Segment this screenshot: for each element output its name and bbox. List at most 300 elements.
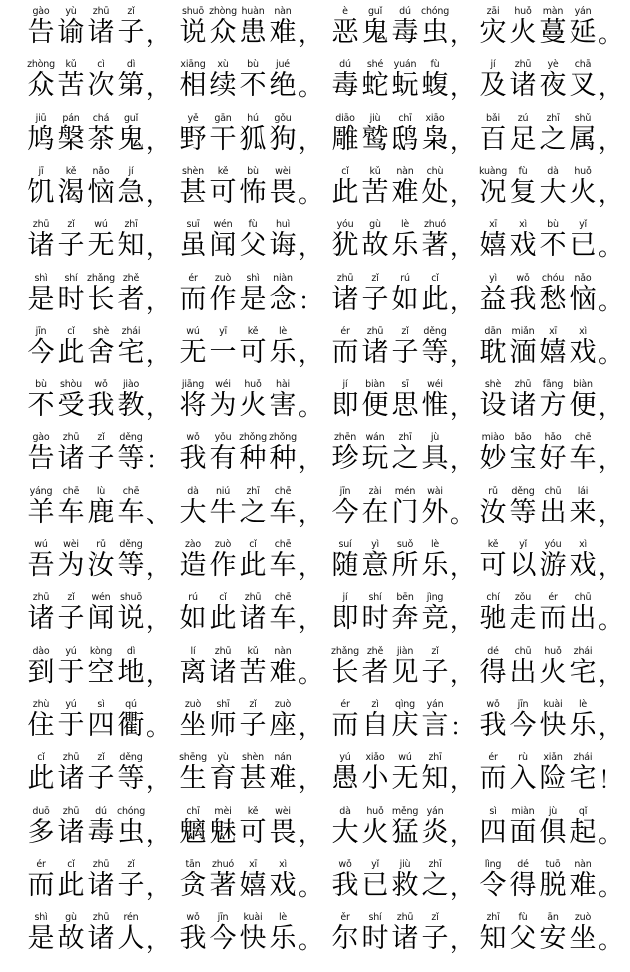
pinyin-annotation: miǎn	[511, 325, 535, 337]
hanzi-character: 大	[179, 496, 207, 528]
pinyin-annotation: chī	[398, 112, 412, 124]
verse-line	[26, 752, 622, 802]
pinyin-annotation: zhēn	[333, 432, 357, 444]
pinyin-annotation: lí	[190, 645, 196, 657]
pinyin-annotation: zhū	[514, 59, 532, 71]
pinyin-annotation: bù	[247, 59, 259, 71]
verse-phrase	[330, 59, 478, 109]
pinyin-annotation: jù	[548, 805, 558, 817]
hanzi-character: 汝	[479, 496, 507, 528]
hanzi-character: 住	[27, 709, 55, 741]
hanzi-character: 诸	[209, 656, 237, 688]
hanzi-character: 诸	[87, 17, 115, 48]
verse-phrase	[330, 379, 478, 429]
hanzi-character: 车	[569, 443, 597, 475]
pinyin-annotation: shí	[368, 912, 382, 924]
pinyin-annotation: jù	[430, 432, 440, 444]
hanzi-character: 诸	[57, 763, 85, 795]
pinyin-annotation: yán	[426, 698, 444, 710]
hanzi-character: 宝	[509, 443, 537, 475]
hanzi-character: 自	[361, 709, 389, 741]
character-cell	[420, 113, 450, 163]
verse-phrase	[478, 379, 626, 429]
pinyin-annotation: bǎi	[486, 112, 500, 124]
hanzi-character: 蚖	[391, 70, 419, 102]
character-cell	[268, 219, 298, 269]
hanzi-character: 此	[209, 603, 237, 635]
punctuation-mark: 。	[298, 73, 322, 102]
hanzi-character: 干	[209, 123, 237, 155]
pinyin-annotation: chí	[486, 592, 500, 604]
hanzi-character: 火	[569, 176, 597, 208]
hanzi-character: 续	[209, 70, 237, 102]
pinyin-annotation: zhǎng	[87, 272, 115, 284]
hanzi-character: 如	[391, 283, 419, 315]
hanzi-character: 不	[239, 70, 267, 102]
pinyin-annotation: yì	[371, 539, 379, 550]
punctuation-mark: 。	[298, 872, 322, 901]
pinyin-annotation: suī	[186, 219, 200, 231]
punctuation-mark: ，	[146, 126, 170, 155]
hanzi-character: 乐	[269, 923, 297, 955]
pinyin-annotation: guǐ	[367, 6, 383, 17]
pinyin-annotation: cǐ	[67, 858, 75, 870]
punctuation-mark: 。	[598, 926, 622, 955]
pinyin-annotation: zú	[517, 112, 529, 124]
pinyin-annotation: lái	[577, 485, 589, 497]
punctuation-mark: ，	[598, 659, 622, 688]
pinyin-annotation: ér	[488, 752, 498, 764]
hanzi-character: 猛	[391, 816, 419, 848]
hanzi-character: 尔	[331, 923, 359, 955]
hanzi-character: 羊	[27, 496, 55, 528]
pinyin-annotation: zhī	[428, 752, 442, 764]
punctuation-mark: ，	[598, 73, 622, 102]
hanzi-character: 等	[117, 550, 145, 581]
pinyin-annotation: jí	[342, 379, 348, 391]
hanzi-character: 脱	[539, 869, 567, 901]
pinyin-annotation: rù	[518, 752, 528, 764]
hanzi-character: 作	[209, 550, 237, 581]
pinyin-annotation: jí	[128, 165, 134, 177]
character-cell	[420, 912, 450, 962]
pinyin-annotation: wǒ	[338, 858, 352, 870]
hanzi-character: 诸	[509, 390, 537, 422]
hanzi-character: 等	[117, 763, 145, 795]
pinyin-annotation: zǐ	[127, 6, 135, 17]
character-cell	[568, 592, 598, 642]
character-cell	[268, 592, 298, 642]
pinyin-annotation: shí	[64, 272, 78, 284]
pinyin-annotation: zhū	[244, 592, 262, 604]
punctuation-mark: ，	[450, 446, 474, 475]
punctuation-mark: ，	[146, 659, 170, 688]
hanzi-character: 在	[361, 496, 389, 528]
hanzi-character: 蔓	[539, 17, 567, 48]
character-cell	[420, 219, 450, 269]
hanzi-character: 炎	[421, 816, 449, 848]
pinyin-annotation: huǒ	[574, 165, 592, 177]
hanzi-character: 此	[239, 550, 267, 581]
pinyin-annotation: zāi	[486, 6, 500, 17]
hanzi-character: 乐	[269, 336, 297, 368]
hanzi-character: 座	[269, 709, 297, 741]
pinyin-annotation: pán	[62, 112, 80, 124]
hanzi-character: 诸	[87, 869, 115, 901]
pinyin-annotation: chī	[186, 805, 200, 817]
pinyin-annotation: zhuó	[211, 858, 235, 870]
pinyin-annotation: zuò	[214, 272, 232, 284]
pinyin-annotation: dú	[95, 805, 107, 817]
pinyin-annotation: mén	[394, 485, 416, 497]
hanzi-character: 到	[27, 656, 55, 688]
verse-phrase	[26, 113, 174, 163]
hanzi-character: 惟	[421, 390, 449, 422]
punctuation-mark: ，	[298, 339, 322, 368]
hanzi-character: 长	[87, 283, 115, 315]
pinyin-annotation: cǐ	[219, 592, 227, 604]
pinyin-annotation: wú	[94, 219, 108, 231]
pinyin-annotation: zhái	[573, 752, 593, 764]
character-cell	[268, 859, 298, 909]
pinyin-annotation: yú	[339, 752, 351, 764]
pinyin-annotation: huì	[275, 219, 291, 231]
verse-phrase	[330, 219, 478, 269]
pinyin-annotation: jiāng	[181, 379, 205, 391]
verse-line	[26, 805, 622, 856]
character-cell	[568, 166, 598, 216]
pinyin-annotation: zhù	[32, 698, 50, 710]
character-cell	[568, 432, 598, 482]
hanzi-character: 时	[361, 603, 389, 635]
hanzi-character: 众	[27, 70, 55, 102]
hanzi-character: 育	[209, 763, 237, 795]
pinyin-annotation: cǐ	[37, 752, 45, 764]
pinyin-annotation: chē	[274, 485, 292, 497]
character-cell	[420, 326, 450, 376]
hanzi-character: 牛	[209, 496, 237, 528]
hanzi-character: 子	[239, 709, 267, 741]
character-cell	[268, 432, 298, 482]
hanzi-character: 子	[87, 443, 115, 475]
pinyin-annotation: gān	[214, 112, 232, 124]
verse-phrase	[478, 432, 626, 482]
punctuation-mark: 。	[598, 819, 622, 848]
verse-phrase	[178, 539, 326, 589]
hanzi-character: 虫	[421, 17, 449, 48]
hanzi-character: 恼	[569, 283, 597, 315]
pinyin-annotation: ér	[36, 858, 46, 870]
character-cell	[568, 59, 598, 109]
pinyin-annotation: yóu	[336, 219, 354, 231]
hanzi-character: 嬉	[479, 230, 507, 262]
pinyin-annotation: wǒ	[94, 379, 108, 391]
pinyin-annotation: dà	[187, 485, 199, 497]
punctuation-mark: ，	[298, 819, 322, 848]
hanzi-character: 便	[569, 390, 597, 422]
hanzi-character: 今	[27, 336, 55, 368]
hanzi-character: 好	[539, 443, 567, 475]
pinyin-annotation: dà	[547, 165, 559, 177]
verse-phrase	[478, 6, 626, 56]
pinyin-annotation: chóng	[116, 805, 146, 817]
pinyin-annotation: huǒ	[244, 379, 262, 391]
hanzi-character: 知	[421, 763, 449, 795]
hanzi-character: 四	[479, 816, 507, 848]
punctuation-mark: ，	[298, 446, 322, 475]
punctuation-mark: 。	[298, 393, 322, 422]
pinyin-annotation: qǐ	[578, 805, 588, 817]
verse-phrase	[478, 219, 626, 269]
hanzi-character: 此	[331, 176, 359, 208]
punctuation-mark: ，	[298, 766, 322, 795]
pinyin-annotation: kě	[487, 539, 499, 550]
pinyin-annotation: xī	[549, 325, 557, 337]
pinyin-annotation: bù	[35, 379, 47, 391]
hanzi-character: 妙	[479, 443, 507, 475]
verse-phrase	[330, 592, 478, 642]
punctuation-mark: ，	[146, 606, 170, 635]
verse-phrase	[178, 113, 326, 163]
pinyin-annotation: nàn	[274, 6, 292, 17]
pinyin-annotation: huǒ	[544, 645, 562, 657]
hanzi-character: 安	[539, 923, 567, 955]
pinyin-annotation: zhī	[398, 432, 412, 444]
punctuation-mark: 。	[450, 499, 474, 528]
pinyin-annotation: jìng	[426, 592, 444, 604]
character-cell	[420, 273, 450, 323]
hanzi-character: 思	[391, 390, 419, 422]
verse-phrase	[178, 326, 326, 376]
verse-phrase	[26, 486, 174, 536]
pinyin-annotation: děng	[423, 325, 447, 337]
hanzi-character: 来	[569, 496, 597, 528]
hanzi-character: 火	[361, 816, 389, 848]
hanzi-character: 戏	[569, 336, 597, 368]
pinyin-annotation: wéi	[215, 379, 231, 391]
hanzi-character: 蝮	[421, 70, 449, 102]
punctuation-mark: ，	[450, 286, 474, 315]
pinyin-annotation: yī	[219, 325, 227, 337]
verse-phrase	[330, 6, 478, 56]
hanzi-character: 衢	[117, 709, 145, 741]
punctuation-mark: 。	[598, 872, 622, 901]
hanzi-character: 为	[57, 550, 85, 581]
punctuation-mark: 。	[598, 233, 622, 262]
verse-phrase	[330, 752, 478, 802]
pinyin-annotation: wǒ	[186, 912, 200, 924]
hanzi-character: 而	[331, 336, 359, 368]
hanzi-character: 外	[421, 496, 449, 528]
hanzi-character: 于	[57, 709, 85, 741]
pinyin-annotation: kǔ	[247, 645, 259, 657]
hanzi-character: 诸	[27, 230, 55, 262]
pinyin-annotation: zhòng	[209, 6, 237, 17]
pinyin-annotation: rú	[188, 592, 198, 604]
pinyin-annotation: yú	[65, 698, 77, 710]
verse-phrase	[478, 273, 626, 323]
verse-line	[26, 645, 622, 696]
hanzi-character: 贪	[179, 869, 207, 901]
hanzi-character: 毒	[331, 70, 359, 102]
hanzi-character: 子	[361, 283, 389, 315]
character-cell	[116, 166, 146, 216]
hanzi-character: 鸱	[391, 123, 419, 155]
pinyin-annotation: zhū	[336, 272, 354, 284]
hanzi-character: 我	[87, 390, 115, 422]
hanzi-character: 快	[539, 709, 567, 741]
pinyin-annotation: shuō	[119, 592, 142, 604]
punctuation-mark: ，	[450, 926, 474, 955]
character-cell	[420, 432, 450, 482]
hanzi-character: 宅	[569, 656, 597, 688]
verse-phrase	[26, 59, 174, 109]
character-cell	[116, 646, 146, 696]
verse-phrase	[478, 752, 626, 802]
pinyin-annotation: zhī	[546, 112, 560, 124]
punctuation-mark: ：	[450, 712, 474, 741]
pinyin-annotation: wǒ	[516, 272, 530, 284]
hanzi-character: 畏	[269, 176, 297, 208]
pinyin-annotation: chū	[544, 485, 562, 497]
pinyin-annotation: lè	[430, 539, 440, 550]
hanzi-character: 诲	[269, 230, 297, 262]
character-cell	[268, 486, 298, 536]
hanzi-character: 将	[179, 390, 207, 422]
pinyin-annotation: biàn	[573, 379, 593, 391]
pinyin-annotation: diāo	[335, 112, 355, 124]
pinyin-annotation: shì	[34, 912, 48, 924]
verse-line	[26, 59, 622, 109]
hanzi-character: 湎	[509, 336, 537, 368]
hanzi-character: 火	[239, 390, 267, 422]
hanzi-character: 戏	[509, 230, 537, 262]
hanzi-character: 之	[391, 443, 419, 475]
punctuation-mark: ，	[598, 179, 622, 208]
character-cell	[568, 806, 598, 856]
pinyin-annotation: suí	[338, 539, 352, 550]
pinyin-annotation: yǒu	[214, 432, 232, 444]
pinyin-annotation: rǔ	[488, 485, 498, 497]
pinyin-annotation: zhǒng	[269, 432, 297, 444]
pinyin-annotation: dào	[32, 645, 50, 657]
hanzi-character: 驰	[479, 603, 507, 635]
hanzi-character: 此	[57, 336, 85, 368]
pinyin-annotation: jiàn	[396, 645, 414, 657]
punctuation-mark: ，	[146, 179, 170, 208]
pinyin-annotation: zǐ	[249, 698, 257, 710]
hanzi-character: 吾	[27, 550, 55, 581]
pinyin-annotation: jiū	[35, 112, 47, 124]
hanzi-character: 诸	[87, 923, 115, 955]
hanzi-character: 虽	[179, 230, 207, 262]
hanzi-character: 父	[509, 923, 537, 955]
character-cell	[116, 59, 146, 109]
pinyin-annotation: zhái	[573, 645, 593, 657]
character-cell	[268, 379, 298, 429]
pinyin-annotation: huàn	[241, 6, 265, 17]
pinyin-annotation: bù	[247, 165, 259, 177]
pinyin-annotation: suǒ	[396, 539, 414, 550]
punctuation-mark: 。	[598, 339, 622, 368]
verse-phrase	[26, 6, 174, 56]
hanzi-character: 出	[539, 496, 567, 528]
pinyin-annotation: màn	[542, 6, 564, 17]
pinyin-annotation: děng	[511, 485, 535, 497]
pinyin-annotation: děng	[119, 432, 143, 444]
hanzi-character: 野	[179, 123, 207, 155]
hanzi-character: 竞	[421, 603, 449, 635]
verse-phrase	[330, 486, 478, 536]
verse-phrase	[26, 912, 174, 962]
hanzi-character: 子	[117, 869, 145, 901]
hanzi-character: 叉	[569, 70, 597, 102]
pinyin-annotation: xiāng	[180, 59, 206, 71]
pinyin-annotation: shòu	[59, 379, 82, 391]
pinyin-annotation: kuài	[243, 912, 263, 924]
pinyin-annotation: zhái	[121, 325, 141, 337]
verse-phrase	[478, 699, 626, 749]
pinyin-annotation: gù	[65, 912, 77, 924]
hanzi-character: 快	[239, 923, 267, 955]
verse-phrase	[330, 699, 478, 749]
hanzi-character: 属	[569, 123, 597, 155]
character-cell	[116, 699, 146, 749]
hanzi-character: 长	[331, 656, 359, 688]
pinyin-annotation: yuán	[393, 59, 417, 71]
verse-phrase	[178, 859, 326, 909]
pinyin-annotation: cì	[97, 59, 105, 71]
verse-phrase	[26, 806, 174, 856]
pinyin-annotation: zhuó	[423, 219, 447, 231]
verse-phrase	[178, 166, 326, 216]
hanzi-character: 险	[539, 763, 567, 795]
hanzi-character: 如	[179, 603, 207, 635]
hanzi-character: 便	[361, 390, 389, 422]
hanzi-character: 夜	[539, 70, 567, 102]
hanzi-character: 蛇	[361, 70, 389, 102]
hanzi-character: 车	[57, 496, 85, 528]
pinyin-annotation: xì	[579, 325, 587, 337]
hanzi-character: 魅	[209, 816, 237, 848]
punctuation-mark: ，	[598, 126, 622, 155]
verse-phrase	[26, 166, 174, 216]
pinyin-annotation: miàn	[511, 805, 535, 817]
pinyin-annotation: yú	[65, 645, 77, 657]
hanzi-character: 此	[57, 869, 85, 901]
pinyin-annotation: dú	[399, 6, 411, 17]
pinyin-annotation: jiù	[399, 858, 411, 870]
pinyin-annotation: qìng	[395, 698, 415, 710]
pinyin-annotation: zuò	[274, 698, 292, 710]
hanzi-character: 造	[179, 550, 207, 581]
pinyin-annotation: zhòng	[27, 59, 55, 71]
verse-phrase	[26, 219, 174, 269]
character-cell	[116, 912, 146, 962]
hanzi-character: 可	[209, 176, 237, 208]
hanzi-character: 出	[509, 656, 537, 688]
verse-phrase	[478, 59, 626, 109]
verse-phrase	[330, 113, 478, 163]
character-cell	[420, 59, 450, 109]
hanzi-character: 珍	[331, 443, 359, 475]
hanzi-character: 诸	[361, 336, 389, 368]
hanzi-character: 嬉	[539, 336, 567, 368]
verse-line	[26, 6, 622, 56]
hanzi-character: 设	[479, 390, 507, 422]
character-cell	[568, 379, 598, 429]
character-cell	[568, 646, 598, 696]
